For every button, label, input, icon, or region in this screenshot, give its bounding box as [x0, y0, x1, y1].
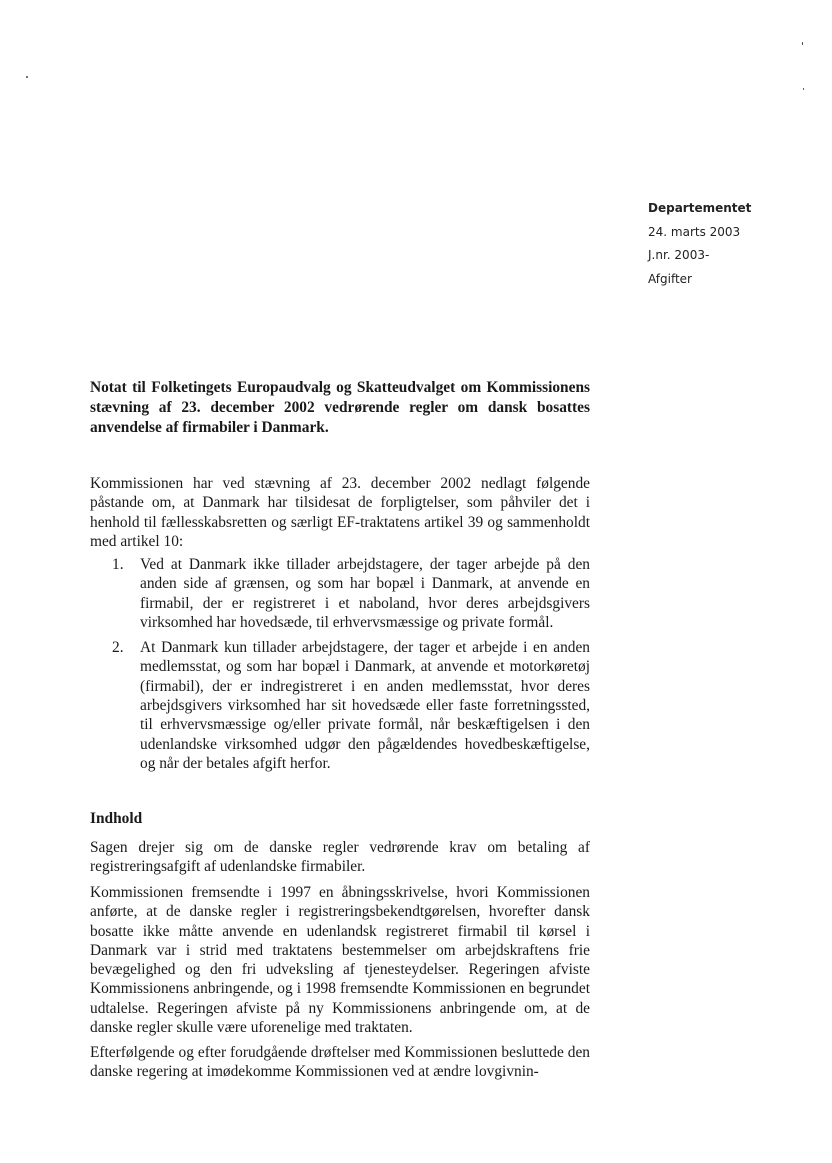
section-heading: Indhold	[90, 810, 143, 827]
claims-list	[90, 555, 590, 773]
list-item-text: At Danmark kun tillader arbejdstagere, der tager et arbejde i en anden medlemsstat, og som har bopæl i Danmark, at anvende et motorkøretøj (firmabil), der er indregistreret i en anden medlemsstat, hvor deres arbejdsgivers virksomhed har sit hovedsæde eller faste forretningssted, til erhvervsmæssige og/eller private formål, når beskæftigelsen i den udenlandske virksomhed udgør den pågældendes hovedbeskæftigelse, og når der betales afgift herfor.	[140, 639, 590, 772]
list-item-number: 2.	[112, 639, 124, 657]
scan-speck	[802, 42, 803, 45]
scan-speck	[26, 76, 28, 78]
sender-info	[648, 197, 818, 291]
department-name: Departementet	[648, 201, 752, 215]
document-title: Notat til Folketingets Europaudvalg og Skatteudvalget om Kommissionens stævning af 23. december 2002 vedrørende regler om dansk bosattes anvendelse af firmabiler i Danmark.	[90, 379, 590, 436]
document-date: 24. marts 2003	[648, 224, 741, 239]
intro-paragraph: Kommissionen har ved stævning af 23. december 2002 nedlagt følgende påstande om, at Danmark har tilsidesat de forpligtelser, som påhviler det i henhold til fællesskabsretten og særligt EF-traktatens artikel 39 og sammenholdt med artikel 10:	[90, 475, 590, 550]
list-item-text: Ved at Danmark ikke tillader arbejdstagere, der tager arbejde på den anden side af grænsen, og som har bopæl i Danmark, at anvende en firmabil, der er registreret i et naboland, hvor deres arbejdsgivers virksomhed har hovedsæde, til erhvervsmæssige og private formål.	[140, 556, 590, 631]
body-paragraph: Kommissionen fremsendte i 1997 en åbningsskrivelse, hvori Kommissionen anførte, at de danske regler i registreringsbekendtgørelsen, hvorefter dansk bosatte ikke måtte anvende en udenlandsk registreret firmabil til kørsel i Danmark var i strid med traktatens bestemmelser om arbejdskraftens frie bevægelighed og den fri udveksling af tjenesteydelser. Regeringen afviste Kommissionens anbringende, og i 1998 fremsendte Kommissionen en begrundet udtalelse. Regeringen afviste på ny Kommissionens anbringende om, at de danske regler skulle være uforenelige med traktaten.	[90, 884, 590, 1037]
journal-number: J.nr. 2003-	[648, 248, 710, 262]
list-item	[90, 555, 590, 632]
scan-speck	[803, 88, 804, 90]
list-item-number: 1.	[112, 556, 124, 573]
body-paragraph: Sagen drejer sig om de danske regler vedrørende krav om betaling af registreringsafgift af udenlandske firmabiler.	[90, 839, 590, 876]
body-paragraph: Efterfølgende og efter forudgående drøftelser med Kommissionen besluttede den danske regering at imødekomme Kommissionen ved at ændre lovgivnin-	[90, 1044, 590, 1081]
office-name: Afgifter	[648, 271, 692, 286]
list-item	[90, 638, 590, 773]
